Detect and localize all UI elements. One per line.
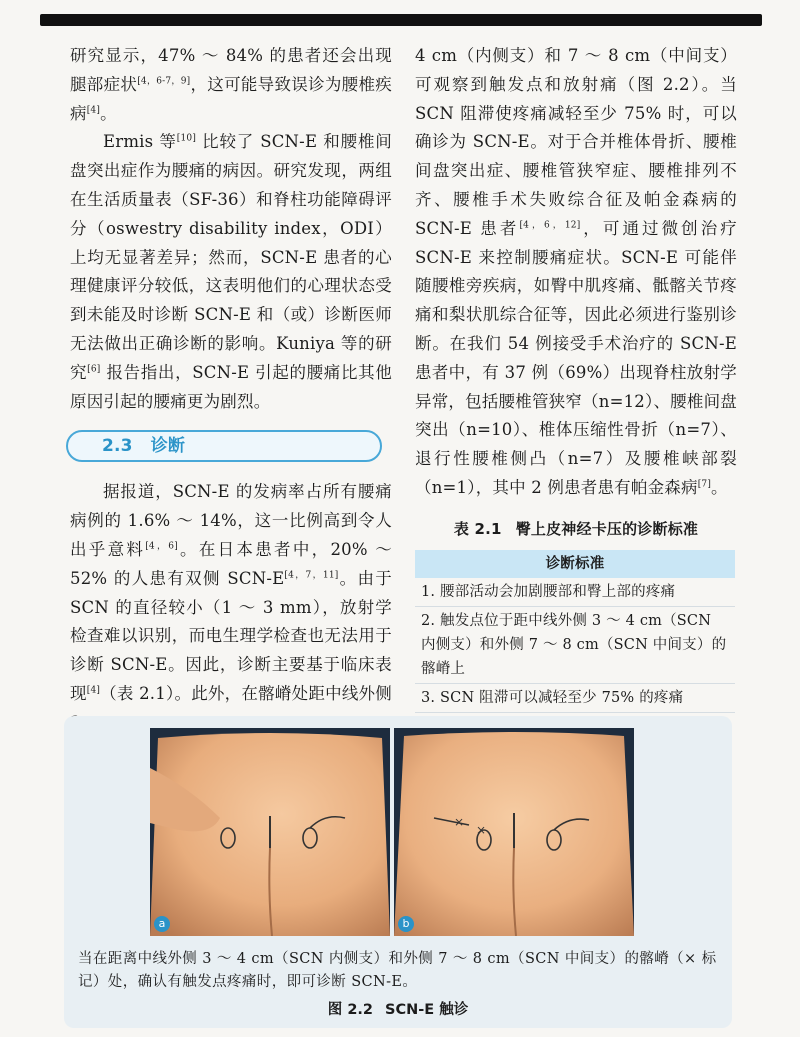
table-caption — [415, 515, 737, 544]
svg-text:×: × — [476, 823, 487, 837]
figure-caption — [64, 998, 732, 1019]
section-number: 2.3 — [102, 435, 133, 456]
table-header: 诊断标准 — [415, 550, 735, 578]
left-column — [70, 42, 392, 738]
paragraph-leg-symptoms: 研究显示，47% ～ 84% 的患者还会出现腿部症状[4，6-7，9]，这可能导致误诊为腰椎疾病[4]。 — [70, 46, 392, 123]
table-row: 1. 腰部活动会加剧腰部和臀上部的疼痛 — [415, 578, 735, 607]
citation: [4，6，12] — [519, 220, 581, 231]
figure-palpation — [64, 716, 732, 1028]
paragraph-trigger-points: 4 cm（内侧支）和 7 ～ 8 cm（中间支）可观察到触发点和放射痛（图 2.2）。当 SCN 阻滞使疼痛减轻至少 75% 时，可以确诊为 SCN-E。对于合并椎体骨折、腰椎间盘突出症、腰椎管狭窄症、腰椎排列不齐、腰椎手术失败综合征及帕金森病的 SCN-E 患者[4，6，12]，可通过微创治疗 SCN-E 来控制腰痛症状。SCN-E 可能伴随腰椎旁疾病，如臀中肌疼痛、骶髂关节疼痛和梨状肌综合征等，因此必须进行鉴别诊断。在我们 54 例接受手术治疗的 SCN-E 患者中，有 37 例（69%）出现脊柱放射学异常，包括腰椎管狭窄（n=12）、腰椎间盘突出（n=10）、椎体压缩性骨折（n=7）、退行性腰椎侧凸（n=7）及腰椎峡部裂（n=1），其中 2 例患者患有帕金森病[7]。 — [415, 46, 737, 497]
right-column — [415, 42, 737, 713]
panel-label-a: a — [154, 916, 170, 932]
paragraph-ermis-study: Ermis 等[10] 比较了 SCN-E 和腰椎间盘突出症作为腰痛的病因。研究发现，两组在生活质量表（SF-36）和脊柱功能障碍评分（oswestry disability index，ODI）上均无显著差异；然而，SCN-E 患者的心理健康评分较低，这表明他们的心理状态受到未能及时诊断 SCN-E 和（或）诊断医师无法做出正确诊断的影响。Kuniya 等的研究[6] 报告指出，SCN-E 引起的腰痛比其他原因引起的腰痛更为剧烈。 — [70, 132, 392, 411]
citation: [4，6-7，9] — [137, 76, 191, 87]
svg-text:×: × — [454, 815, 465, 829]
figure-description: 当在距离中线外侧 3 ～ 4 cm（SCN 内侧支）和外侧 7 ～ 8 cm（SCN 中间支）的髂嵴（× 标记）处，确认有触发点疼痛时，即可诊断 SCN-E。 — [78, 951, 717, 990]
citation: [4，7，11] — [284, 570, 339, 581]
citation: [4] — [86, 685, 101, 696]
citation: [6] — [87, 364, 101, 375]
citation: [10] — [176, 133, 197, 144]
citation: [4，6] — [145, 541, 178, 552]
paragraph-incidence: 据报道，SCN-E 的发病率占所有腰痛病例的 1.6% ～ 14%，这一比例高到令人出乎意料[4，6]。在日本患者中，20% ～ 52% 的人患有双侧 SCN-E[4，7，11]。由于 SCN 的直径较小（1 ～ 3 mm），放射学检查难以识别，而电生理学检查也无法用于诊断 SCN-E。因此，诊断主要基于临床表现[4]（表 2.1）。此外，在髂嵴处距中线外侧 — [70, 482, 392, 703]
section-title: 诊断 — [150, 435, 186, 456]
criteria-table — [415, 550, 735, 713]
citation: [4] — [86, 105, 101, 116]
section-heading-diagnosis — [66, 430, 382, 462]
page-header-bar — [40, 14, 762, 26]
photo-panel-a — [150, 728, 390, 936]
citation: [7] — [697, 479, 712, 490]
figure-title: SCN-E 触诊 — [385, 1002, 469, 1018]
photo-panel-b — [394, 728, 634, 936]
panel-label-b: b — [398, 916, 414, 932]
table-row: 2. 触发点位于距中线外侧 3 ～ 4 cm（SCN 内侧支）和外侧 7 ～ 8 cm（SCN 中间支）的髂嵴上 — [415, 607, 735, 684]
table-label: 表 2.1 — [453, 519, 502, 538]
table-row: 3. SCN 阻滞可以减轻至少 75% 的疼痛 — [415, 684, 735, 713]
figure-label: 图 2.2 — [327, 1002, 374, 1018]
table-title: 臀上皮神经卡压的诊断标准 — [515, 519, 699, 538]
